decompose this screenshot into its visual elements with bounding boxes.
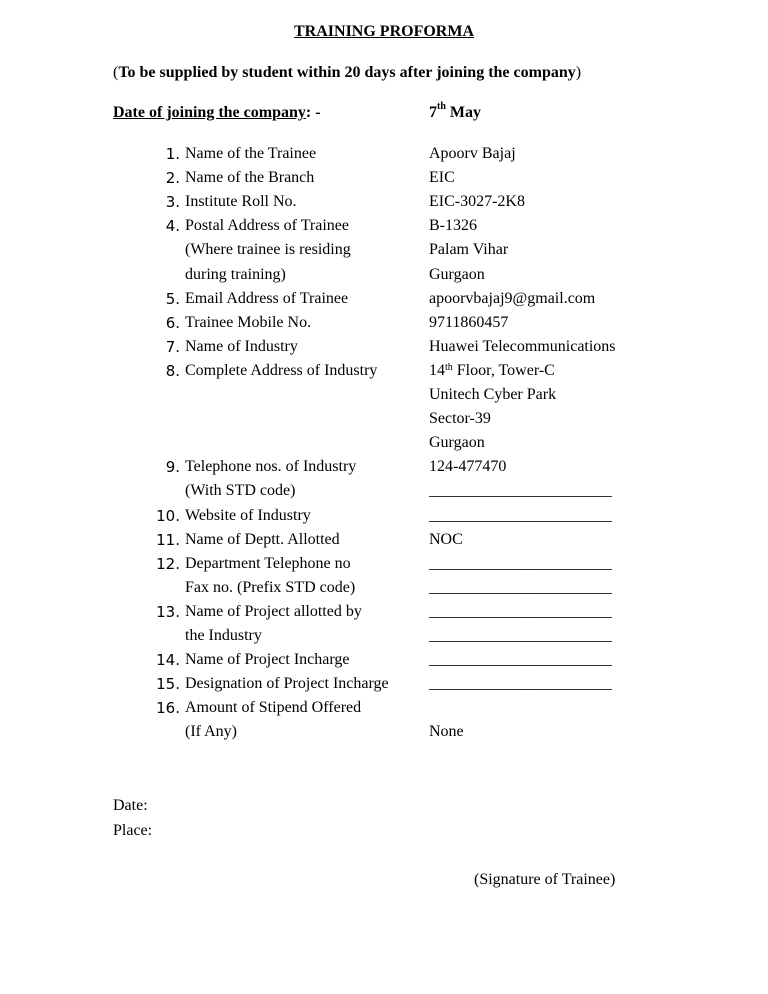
form-row bbox=[0, 431, 768, 455]
place-label: Place: bbox=[113, 822, 153, 839]
doj-day-suffix: th bbox=[437, 101, 446, 112]
row-value-rest: Floor, Tower-C bbox=[452, 362, 555, 379]
form-row bbox=[0, 142, 768, 166]
row-value: B-1326 bbox=[429, 217, 477, 234]
form-row bbox=[0, 311, 768, 335]
row-value: Gurgaon bbox=[429, 266, 485, 283]
row-number: 1. bbox=[165, 145, 180, 163]
form-row bbox=[0, 238, 768, 262]
form-row bbox=[0, 383, 768, 407]
row-value: None bbox=[429, 723, 464, 740]
row-value: Huawei Telecommunications bbox=[429, 338, 616, 355]
blank-field-line: ________________________ bbox=[429, 603, 612, 620]
subtitle bbox=[113, 64, 581, 82]
row-number: 14. bbox=[156, 651, 180, 669]
row-label: Institute Roll No. bbox=[185, 193, 297, 210]
doj-month: May bbox=[445, 104, 482, 121]
blank-field-line: ________________________ bbox=[429, 482, 612, 499]
row-label: (With STD code) bbox=[185, 482, 296, 499]
signature-label: (Signature of Trainee) bbox=[474, 871, 616, 888]
row-value: apoorvbajaj9@gmail.com bbox=[429, 290, 596, 307]
row-label: Name of the Trainee bbox=[185, 145, 317, 162]
row-number: 6. bbox=[165, 314, 180, 332]
row-number: 5. bbox=[165, 290, 180, 308]
row-label: Name of Project Incharge bbox=[185, 651, 350, 668]
form-row bbox=[0, 335, 768, 359]
row-value: Apoorv Bajaj bbox=[429, 145, 516, 162]
row-label: Designation of Project Incharge bbox=[185, 675, 389, 692]
row-number: 16. bbox=[156, 699, 180, 717]
row-number: 2. bbox=[165, 169, 180, 187]
row-number: 3. bbox=[165, 193, 180, 211]
doj-day: 7 bbox=[429, 104, 437, 121]
doj-colon: : - bbox=[305, 104, 321, 121]
row-value: EIC-3027-2K8 bbox=[429, 193, 525, 210]
form-row bbox=[0, 528, 768, 552]
row-value: 124-477470 bbox=[429, 458, 507, 475]
row-value: Unitech Cyber Park bbox=[429, 386, 557, 403]
row-label: Email Address of Trainee bbox=[185, 290, 349, 307]
row-label: (Where trainee is residing bbox=[185, 241, 351, 258]
row-label: Name of the Branch bbox=[185, 169, 315, 186]
row-number: 8. bbox=[165, 362, 180, 380]
subtitle-open-paren: ( bbox=[113, 64, 119, 81]
form-row bbox=[0, 166, 768, 190]
row-label: Department Telephone no bbox=[185, 555, 351, 572]
row-label: during training) bbox=[185, 266, 286, 283]
form-row bbox=[0, 696, 768, 720]
form-row bbox=[0, 190, 768, 214]
row-label: Name of Project allotted by bbox=[185, 603, 362, 620]
row-value: Palam Vihar bbox=[429, 241, 509, 258]
row-value-number: 14 bbox=[429, 362, 445, 379]
row-label: Website of Industry bbox=[185, 507, 311, 524]
form-row bbox=[0, 672, 768, 696]
form-row bbox=[0, 214, 768, 238]
form-row bbox=[0, 479, 768, 503]
date-label: Date: bbox=[113, 797, 148, 814]
row-number: 7. bbox=[165, 338, 180, 356]
form-row bbox=[0, 648, 768, 672]
blank-field-line: ________________________ bbox=[429, 507, 612, 524]
row-number: 13. bbox=[156, 603, 180, 621]
row-value: Sector-39 bbox=[429, 410, 491, 427]
row-value: 9711860457 bbox=[429, 314, 509, 331]
subtitle-close-paren: ) bbox=[575, 64, 582, 81]
row-label: Fax no. (Prefix STD code) bbox=[185, 579, 356, 596]
form-row bbox=[0, 600, 768, 624]
row-value: EIC bbox=[429, 169, 455, 186]
form-row bbox=[0, 455, 768, 479]
form-row bbox=[0, 720, 768, 744]
blank-field-line: ________________________ bbox=[429, 555, 612, 572]
row-label: Complete Address of Industry bbox=[185, 362, 378, 379]
date-of-joining-label bbox=[113, 104, 321, 122]
row-value: Gurgaon bbox=[429, 434, 485, 451]
form-row bbox=[0, 287, 768, 311]
row-label: Amount of Stipend Offered bbox=[185, 699, 362, 716]
form-row bbox=[0, 263, 768, 287]
blank-field-line: ________________________ bbox=[429, 627, 612, 644]
row-label: Telephone nos. of Industry bbox=[185, 458, 357, 475]
form-row bbox=[0, 624, 768, 648]
row-number: 10. bbox=[156, 507, 180, 525]
form-row bbox=[0, 359, 768, 383]
form-row bbox=[0, 504, 768, 528]
doj-label-text: Date of joining the company bbox=[113, 104, 306, 121]
date-of-joining-value bbox=[429, 101, 482, 122]
row-label: Postal Address of Trainee bbox=[185, 217, 349, 234]
subtitle-text: To be supplied by student within 20 days after joining the company bbox=[118, 64, 576, 81]
row-number: 9. bbox=[165, 458, 180, 476]
row-label: Name of Industry bbox=[185, 338, 298, 355]
row-label: Name of Deptt. Allotted bbox=[185, 531, 340, 548]
row-value: NOC bbox=[429, 531, 463, 548]
row-number: 11. bbox=[156, 531, 180, 549]
form-row bbox=[0, 576, 768, 600]
row-number: 12. bbox=[156, 555, 180, 573]
row-label: (If Any) bbox=[185, 723, 237, 740]
form-row bbox=[0, 407, 768, 431]
row-value bbox=[429, 359, 555, 383]
row-label: the Industry bbox=[185, 627, 262, 644]
row-number: 4. bbox=[165, 217, 180, 235]
blank-field-line: ________________________ bbox=[429, 651, 612, 668]
form-row bbox=[0, 552, 768, 576]
blank-field-line: ________________________ bbox=[429, 579, 612, 596]
row-number: 15. bbox=[156, 675, 180, 693]
blank-field-line: ________________________ bbox=[429, 675, 612, 692]
document-title: TRAINING PROFORMA bbox=[294, 23, 474, 40]
row-label: Trainee Mobile No. bbox=[185, 314, 312, 331]
row-value-suffix: th bbox=[445, 362, 453, 373]
